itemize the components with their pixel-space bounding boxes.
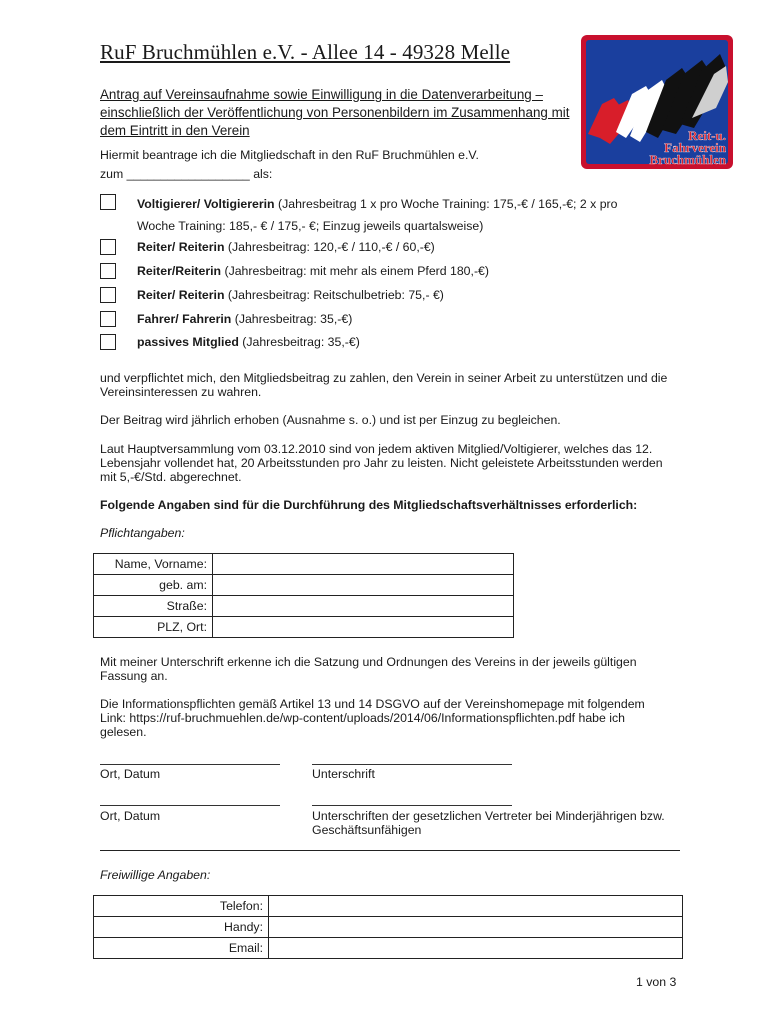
option-reiter-3 [137,284,677,306]
pflicht-table [93,553,514,638]
date-blank[interactable]: __________________ [126,167,250,181]
divider [100,850,680,851]
checkbox-voltigierer[interactable] [100,194,116,210]
logo-text-3: Bruchmühlen [649,152,726,167]
mobile-field[interactable] [269,917,683,938]
horse-logo-icon [580,34,734,170]
checkbox-reiter-2[interactable] [100,263,116,279]
field-label: Telefon: [94,896,269,917]
option-reiter-2 [137,260,677,282]
vertreter-label: Unterschriften der gesetzlichen Vertreter bei Minderjährigen bzw. Geschäftsunfähigen [312,809,665,837]
intro-zum-line [100,167,272,181]
option-detail: (Jahresbeitrag: 35,-€) [238,335,360,349]
table-row [94,596,514,617]
paragraph-beitrag: Der Beitrag wird jährlich erhoben (Ausnahme s. o.) und ist per Einzug zu begleichen. [100,413,561,427]
table-row [94,896,683,917]
table-row [94,617,514,638]
logo-text-1: Reit-u. [688,128,726,143]
option-detail: (Jahresbeitrag: 35,-€) [231,312,353,326]
freiwillige-angaben-heading: Freiwillige Angaben: [100,868,211,882]
paragraph-satzung: Mit meiner Unterschrift erkenne ich die Satzung und Ordnungen des Vereins in der jeweils gültigen Fassung an. [100,655,637,683]
checkbox-reiter-3[interactable] [100,287,116,303]
street-field[interactable] [213,596,514,617]
intro-text: Hiermit beantrage ich die Mitgliedschaft in den RuF Bruchmühlen e.V. [100,148,479,162]
name-field[interactable] [213,554,514,575]
option-detail-2: Woche Training: 185,- € / 175,- €; Einzug jeweils quartalsweise) [137,219,484,233]
signature-line[interactable] [100,805,280,806]
option-name: Reiter/ Reiterin [137,288,225,302]
checkbox-fahrer[interactable] [100,311,116,327]
paragraph-verpflichtung: und verpflichtet mich, den Mitgliedsbeitrag zu zahlen, den Verein in seiner Arbeit zu unterstützen und die Vereinsinteressen zu wahren. [100,371,668,399]
field-label: Email: [94,938,269,959]
field-label: Handy: [94,917,269,938]
ort-datum-label: Ort, Datum [100,767,161,781]
option-fahrer [137,308,677,330]
page-number: 1 von 3 [636,975,677,989]
field-label: Straße: [94,596,213,617]
form-subtitle: Antrag auf Vereinsaufnahme sowie Einwilligung in die Datenverarbeitung – einschließlich der Veröffentlichung von Personenbildern im Zusammenhang mit dem Eintritt in den Verein [100,87,570,138]
checkbox-passiv[interactable] [100,334,116,350]
option-detail: (Jahresbeitrag: mit mehr als einem Pferd 180,-€) [221,264,489,278]
ort-datum-label: Ort, Datum [100,809,161,823]
table-row [94,575,514,596]
option-name: passives Mitglied [137,335,239,349]
option-passiv [137,331,677,353]
zum-label: zum [100,167,124,181]
option-name: Voltigierer/ Voltigiererin [137,197,275,211]
option-detail: (Jahresbeitrag: Reitschulbetrieb: 75,- €) [224,288,444,302]
zip-city-field[interactable] [213,617,514,638]
table-row [94,554,514,575]
table-row [94,938,683,959]
option-name: Reiter/ Reiterin [137,240,225,254]
freiwillig-table [93,895,683,959]
signature-line[interactable] [312,805,512,806]
logo-text-2: Fahrverein [664,140,726,155]
paragraph-dsgvo: Die Informationspflichten gemäß Artikel 13 und 14 DSGVO auf der Vereinshomepage mit folgendem Link: https://ruf-bruchmuehlen.de/wp-content/uploads/2014/06/Informationspflichten.pdf habe ich gelesen. [100,697,645,739]
option-voltigierer [137,193,677,237]
pflichtangaben-heading: Pflichtangaben: [100,526,185,540]
club-logo [580,34,734,170]
checkbox-reiter-1[interactable] [100,239,116,255]
unterschrift-label: Unterschrift [312,767,375,781]
birthdate-field[interactable] [213,575,514,596]
option-detail: (Jahresbeitrag: 120,-€ / 110,-€ / 60,-€) [224,240,435,254]
option-name: Reiter/Reiterin [137,264,222,278]
paragraph-arbeitsstunden: Laut Hauptversammlung vom 03.12.2010 sind von jedem aktiven Mitglied/Voltigierer, welches das 12. Lebensjahr vollendet hat, 20 Arbeitsstunden pro Jahr zu leisten. Nicht geleistete Arbeitsstunden werden mit 5,-€/Std. abgerechnet. [100,442,663,484]
page-title: RuF Bruchmühlen e.V. - Allee 14 - 49328 Melle [100,40,511,64]
field-label: PLZ, Ort: [94,617,213,638]
phone-field[interactable] [269,896,683,917]
als-label: als: [253,167,273,181]
paragraph-angaben: Folgende Angaben sind für die Durchführung des Mitgliedschaftsverhältnisses erforderlich: [100,498,638,512]
signature-line[interactable] [312,764,512,765]
option-name: Fahrer/ Fahrerin [137,312,232,326]
signature-line[interactable] [100,764,280,765]
table-row [94,917,683,938]
field-label: geb. am: [94,575,213,596]
option-detail: (Jahresbeitrag 1 x pro Woche Training: 175,-€ / 165,-€; 2 x pro [274,197,618,211]
option-reiter-1 [137,236,677,258]
email-field[interactable] [269,938,683,959]
field-label: Name, Vorname: [94,554,213,575]
